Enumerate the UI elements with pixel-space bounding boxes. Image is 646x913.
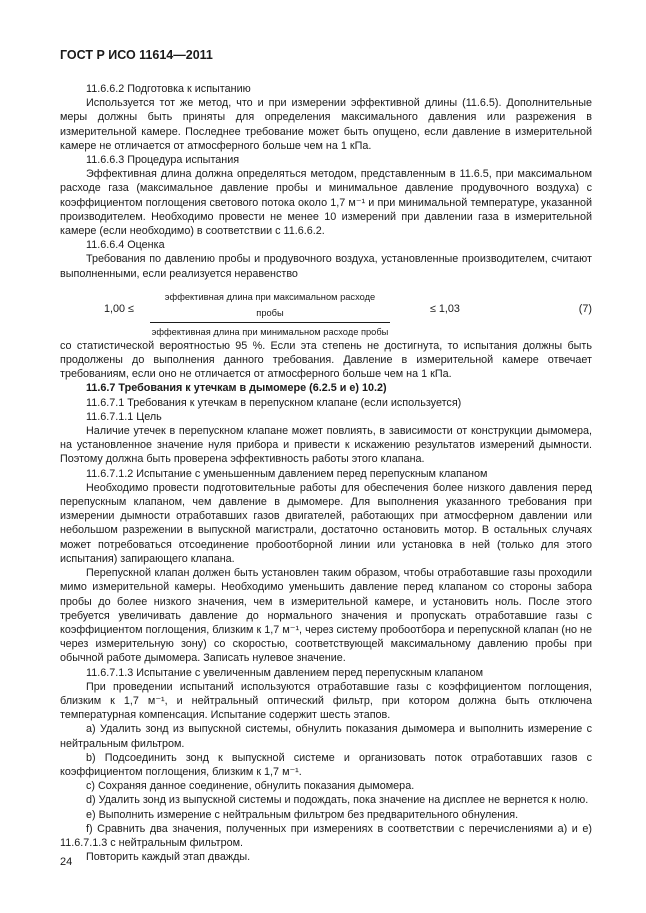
page-number: 24 [60, 856, 73, 868]
subsection-heading: 11.6.6.3 Процедура испытания [86, 154, 240, 167]
subsection-heading: 11.6.6.2 Подготовка к испытанию [86, 83, 251, 95]
section-heading: 11.6.7 Требования к утечкам в дымомере (6.2.5 и е) 10.2) [86, 382, 387, 395]
list-item: b) Подсоединить зонд к выпускной системе и организовать поток отработавших газов с коэффициентом поглощения, близким к 1,7 м⁻¹. [60, 751, 592, 778]
list-item: а) Удалить зонд из выпускной системы, обнулить показания дымомера и выполнить измерение с нейтральным фильтром. [60, 723, 592, 750]
formula-denominator: эффективная длина при минимальном расходе пробы [151, 326, 389, 337]
subsection-heading: 11.6.7.1 Требования к утечкам в перепускном клапане (если используется) [86, 396, 462, 409]
subsection-heading: 11.6.7.1.3 Испытание с увеличенным давлением перед перепускным клапаном [86, 666, 484, 679]
paragraph: Наличие утечек в перепускном клапане может повлиять, в зависимости от конструкции дымомера, на установленное значение нуля прибора и привести к искажению результатов измерений дымности. Поэтому должна быть проверена эффективность работы этого клапана. [60, 425, 592, 466]
page-header: ГОСТ Р ИСО 11614—2011 [60, 48, 213, 62]
paragraph: Перепускной клапан должен быть установлен таким образом, чтобы отработавшие газы проходили мимо измерительной камеры. Необходимо уменьшить давление перед клапаном со стороны забора пробы до более низкого значения, чем в измерительной камере, и установить ноль. После этого требуется увеличивать давление до нормального значения и пропускать отработавшие газы с коэффициентом поглощения, близким к 1,7 м⁻¹, через систему пробоотбора и перепускной клапан (но не через измерительную зону) со скоростью, соответствующей максимальному давлению пробы при обычной работе дымомера. Записать нулевое значение. [60, 567, 592, 665]
formula-right: ≤ 1,03 [430, 302, 460, 315]
formula-left: 1,00 ≤ [104, 302, 134, 315]
subsection-heading: 11.6.6.4 Оценка [86, 239, 165, 252]
formula-number: (7) [578, 302, 592, 315]
formula-numerator: эффективная длина при максимальном расходе пробы [150, 289, 390, 323]
list-item: е) Выполнить измерение с нейтральным фильтром без предварительного обнуления. [86, 808, 519, 821]
list-item: с) Сохраняя данное соединение, обнулить показания дымомера. [86, 780, 415, 793]
paragraph: Эффективная длина должна определяться методом, представленным в 11.6.5, при максимальном расходе газа (максимальное давление пробы и минимальное давление продувочного воздуха) с коэффициентом поглощения светового потока около 1,7 м⁻¹ и при минимальной температуре, указанной производителем. Необходимо провести не менее 10 измерений при давлении газа в измерительной камере (если необходимо) в соответствии с 11.6.6.2. [60, 168, 592, 238]
list-item: f) Сравнить два значения, полученных при измерениях в соответствии с перечислениями а) и е) 11.6.7.1.3 с нейтральным фильтром. [60, 822, 592, 849]
paragraph: Необходимо провести подготовительные работы для обеспечения более низкого давления перед перепускным клапаном, чем давление в дымомере. Для выполнения указанного требования при измерении дымности отработавших газов двигателей, работающих при атмосферном давлении или небольшом разрежении в выпускной магистрали, достаточно остановить мотор. В остальных случаях может потребоваться отсоединение пробоотборной линии или установка в ней (только для этого испытания) запирающего клапана. [60, 481, 592, 565]
paragraph: со статистической вероятностью 95 %. Если эта степень не достигнута, то испытания должны быть продолжены до выполнения данного требования. Давление в измерительной камере отвечает требованиям, если оно не отличается от атмосферного больше чем на 1 кПа. [60, 339, 592, 381]
paragraph: Повторить каждый этап дважды. [86, 851, 251, 864]
paragraph: Используется тот же метод, что и при измерении эффективной длины (11.6.5). Дополнительные меры должны быть приняты для определения максимального давления или разрежения в измерительной камере. Последнее требование может быть опущено, если давление в измерительной камере не отличается от атмосферного больше чем на 1 кПа. [60, 97, 592, 152]
formula-7 [60, 289, 592, 337]
formula-fraction [150, 289, 390, 340]
document-body [60, 82, 592, 864]
subsection-heading: 11.6.7.1.1 Цель [86, 410, 162, 423]
subsection-heading: 11.6.7.1.2 Испытание с уменьшенным давлением перед перепускным клапаном [86, 467, 488, 480]
list-item: d) Удалить зонд из выпускной системы и подождать, пока значение на дисплее не вернется к нолю. [86, 794, 589, 807]
paragraph: Требования по давлению пробы и продувочного воздуха, установленные производителем, считают выполненными, если реализуется неравенство [60, 253, 592, 280]
paragraph: При проведении испытаний используются отработавшие газы с коэффициентом поглощения, близким к 1,7 м⁻¹, и нейтральный оптический фильтр, при котором должна быть отключена температурная компенсация. Испытание содержит шесть этапов. [60, 680, 592, 722]
